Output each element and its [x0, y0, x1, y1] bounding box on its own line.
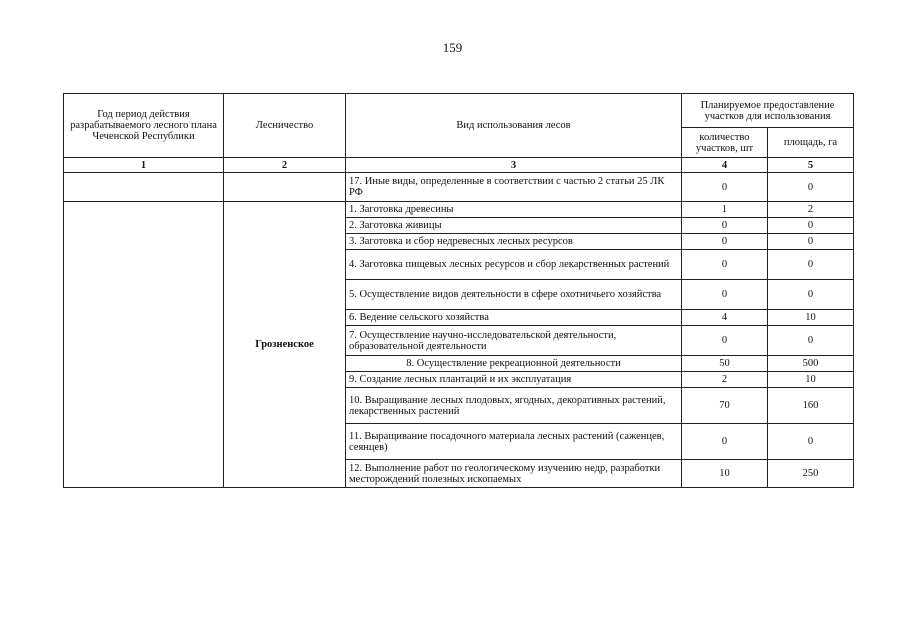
- column-number: 5: [768, 158, 854, 173]
- area-cell: 0: [768, 280, 854, 310]
- area-cell: 10: [768, 372, 854, 388]
- area-cell: 0: [768, 250, 854, 280]
- use-type-cell: 10. Выращивание лесных плодовых, ягодных, декоративных растений, лекарственных растений: [346, 388, 682, 424]
- area-cell: 500: [768, 356, 854, 372]
- count-cell: 4: [682, 310, 768, 326]
- use-type-cell: 3. Заготовка и сбор недревесных лесных ресурсов: [346, 234, 682, 250]
- count-cell: 0: [682, 218, 768, 234]
- count-cell: 1: [682, 202, 768, 218]
- header-period: Год период действия разрабатываемого лесного плана Чеченской Республики: [64, 94, 224, 158]
- count-cell: 10: [682, 460, 768, 488]
- table-row: [64, 202, 854, 218]
- forestry-cell: [224, 173, 346, 202]
- area-cell: 160: [768, 388, 854, 424]
- area-cell: 0: [768, 424, 854, 460]
- area-cell: 2: [768, 202, 854, 218]
- column-number: 4: [682, 158, 768, 173]
- count-cell: 0: [682, 326, 768, 356]
- use-type-cell: 2. Заготовка живицы: [346, 218, 682, 234]
- area-cell: 0: [768, 326, 854, 356]
- column-number: 3: [346, 158, 682, 173]
- period-cell: [64, 202, 224, 488]
- area-cell: 0: [768, 234, 854, 250]
- period-cell: [64, 173, 224, 202]
- table-row: [64, 173, 854, 202]
- header-use-type: Вид использования лесов: [346, 94, 682, 158]
- count-cell: 0: [682, 424, 768, 460]
- count-cell: 0: [682, 250, 768, 280]
- use-type-cell: 4. Заготовка пищевых лесных ресурсов и сбор лекарственных растений: [346, 250, 682, 280]
- header-forestry: Лесничество: [224, 94, 346, 158]
- forestry-name: Грозненское: [224, 202, 346, 488]
- area-cell: 0: [768, 218, 854, 234]
- use-type-cell: 7. Осуществление научно-исследовательской деятельности, образовательной деятельности: [346, 326, 682, 356]
- column-number: 1: [64, 158, 224, 173]
- header-count: количество участков, шт: [682, 128, 768, 158]
- header-area: площадь, га: [768, 128, 854, 158]
- use-type-cell: 8. Осуществление рекреационной деятельности: [346, 356, 682, 372]
- area-cell: 250: [768, 460, 854, 488]
- forest-use-table: [63, 93, 854, 488]
- use-type-cell: 6. Ведение сельского хозяйства: [346, 310, 682, 326]
- count-cell: 0: [682, 234, 768, 250]
- use-type-cell: 12. Выполнение работ по геологическому изучению недр, разработки месторождений полезных ископаемых: [346, 460, 682, 488]
- count-cell: 50: [682, 356, 768, 372]
- area-cell: 10: [768, 310, 854, 326]
- use-type-cell: 17. Иные виды, определенные в соответствии с частью 2 статьи 25 ЛК РФ: [346, 173, 682, 202]
- count-cell: 0: [682, 280, 768, 310]
- use-type-cell: 9. Создание лесных плантаций и их эксплуатация: [346, 372, 682, 388]
- area-cell: 0: [768, 173, 854, 202]
- count-cell: 0: [682, 173, 768, 202]
- use-type-cell: 1. Заготовка древесины: [346, 202, 682, 218]
- use-type-cell: 5. Осуществление видов деятельности в сфере охотничьего хозяйства: [346, 280, 682, 310]
- header-planned: Планируемое предоставление участков для использования: [682, 94, 854, 128]
- column-number: 2: [224, 158, 346, 173]
- count-cell: 70: [682, 388, 768, 424]
- page-number: 159: [442, 40, 463, 55]
- count-cell: 2: [682, 372, 768, 388]
- use-type-cell: 11. Выращивание посадочного материала лесных растений (саженцев, сеянцев): [346, 424, 682, 460]
